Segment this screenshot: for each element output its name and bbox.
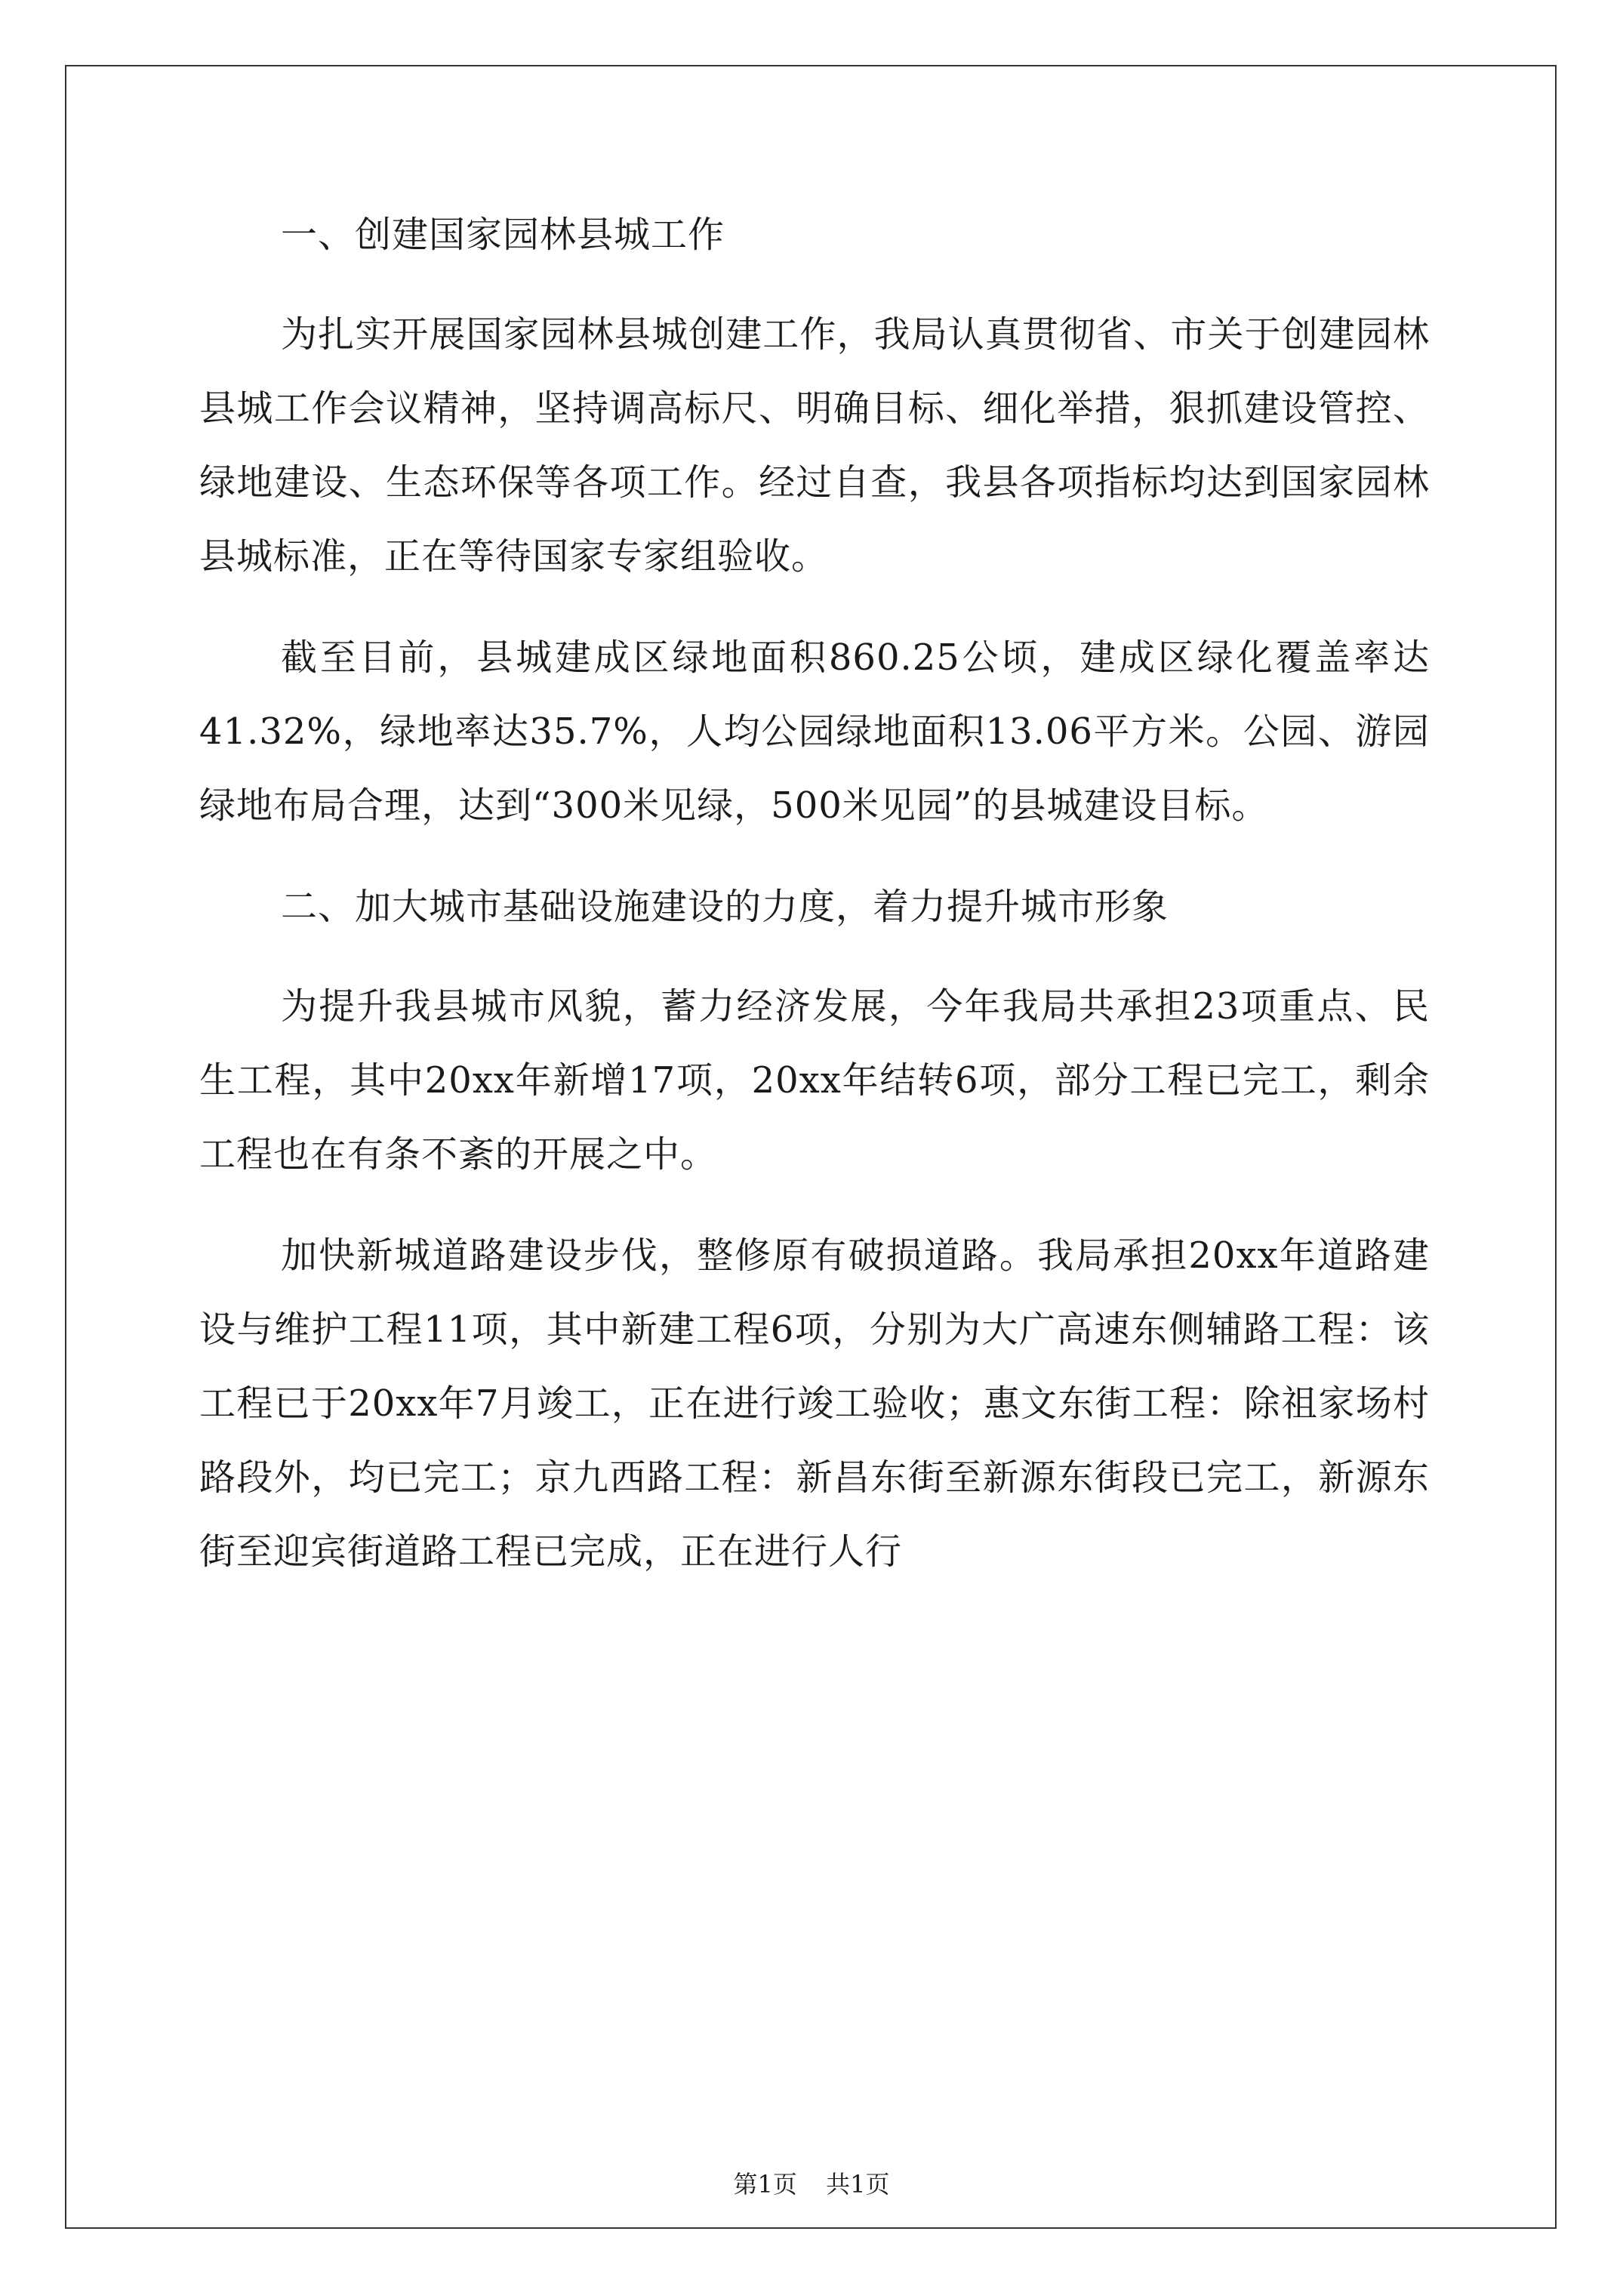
- page-footer: [0, 2165, 1623, 2200]
- paragraph-4: 加快新城道路建设步伐，整修原有破损道路。我局承担20xx年道路建设与维护工程11项，其中新建工程6项，分别为大广高速东侧辅路工程：该工程已于20xx年7月竣工，正在进行竣工验收；惠文东街工程：除祖家场村路段外，均已完工；京九西路工程：新昌东街至新源东街段已完工，新源东街至迎宾街道路工程已完成，正在进行人行: [199, 1234, 1430, 1573]
- paragraph-2: 截至目前，县城建成区绿地面积860.25公顷，建成区绿化覆盖率达41.32%，绿地率达35.7%，人均公园绿地面积13.06平方米。公园、游园绿地布局合理，达到“300米见绿，500米见园”的县城建设目标。: [199, 636, 1430, 827]
- page-number: 第1页: [733, 2170, 797, 2199]
- section-heading-1: 一、创建国家园林县城工作: [281, 214, 725, 256]
- page-total: 共1页: [826, 2170, 890, 2199]
- paragraph-1: 为扎实开展国家园林县城创建工作，我局认真贯彻省、市关于创建园林县城工作会议精神，坚持调高标尺、明确目标、细化举措，狠抓建设管控、绿地建设、生态环保等各项工作。经过自查，我县各项指标均达到国家园林县城标准，正在等待国家专家组验收。: [199, 313, 1430, 578]
- paragraph-3: 为提升我县城市风貌，蓄力经济发展，今年我局共承担23项重点、民生工程，其中20xx年新增17项，20xx年结转6项，部分工程已完工，剩余工程也在有条不紊的开展之中。: [199, 985, 1430, 1176]
- document-body: [199, 198, 1430, 1616]
- section-heading-2: 二、加大城市基础设施建设的力度，着力提升城市形象: [281, 886, 1169, 928]
